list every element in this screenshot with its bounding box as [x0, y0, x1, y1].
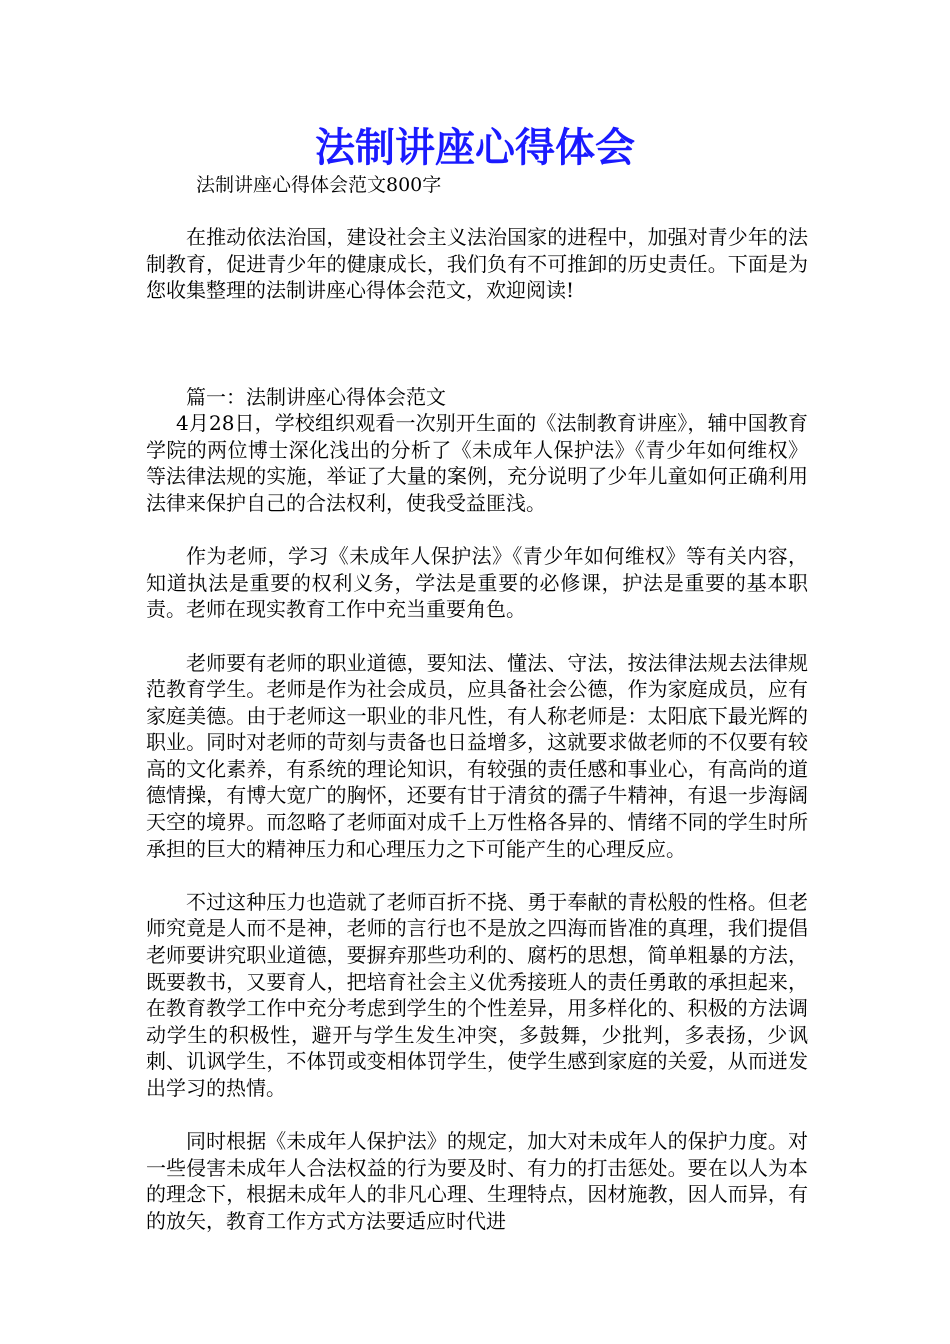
body-paragraph: 老师要有老师的职业道德，要知法、懂法、守法，按法律法规去法律规范教育学生。老师是作为社会成员，应具备社会公德，作为家庭成员，应有家庭美德。由于老师这一职业的非凡性，有人称老师是：太阳底下最光辉的职业。同时对老师的苛刻与责备也日益增多，这就要求做老师的不仅要有较高的文化素养，有系统的理论知识，有较强的责任感和事业心，有高尚的道德情操，有博大宽广的胸怀，还要有甘于清贫的孺子牛精神，有退一步海阔天空的境界。而忽略了老师面对成千上万性格各异的、情绪不同的学生时所承担的巨大的精神压力和心理压力之下可能产生的心理反应。	[146, 650, 808, 861]
spacer	[146, 304, 808, 357]
body-paragraph: 不过这种压力也造就了老师百折不挠、勇于奉献的青松般的性格。但老师究竟是人而不是神，老师的言行也不是放之四海而皆准的真理，我们提倡老师要讲究职业道德，要摒弃那些功利的、腐朽的思想，简单粗暴的方法，既要教书，又要育人，把培育社会主义优秀接班人的责任勇敢的承担起来，在教育教学工作中充分考虑到学生的个性差异，用多样化的、积极的方法调动学生的积极性，避开与学生发生冲突，多鼓舞，少批判，多表扬，少讽刺、讥讽学生，不体罚或变相体罚学生，使学生感到家庭的关爱，从而迸发出学习的热情。	[146, 889, 808, 1100]
body-paragraph: 4月28日，学校组织观看一次别开生面的《法制教育讲座》，辅中国教育学院的两位博士深化浅出的分析了《未成年人保护法》《青少年如何维权》等法律法规的实施，举证了大量的案例，充分说明了少年儿童如何正确利用法律来保护自己的合法权利，使我受益匪浅。	[146, 411, 808, 515]
spacer	[146, 862, 808, 889]
spacer	[146, 517, 808, 544]
intro-paragraph: 在推动依法治国，建设社会主义法治国家的进程中，加强对青少年的法制教育，促进青少年的健康成长，我们负有不可推卸的历史责任。下面是为您收集整理的法制讲座心得体会范文，欢迎阅读!	[146, 225, 808, 303]
body-paragraph: 作为老师，学习《未成年人保护法》《青少年如何维权》等有关内容，知道执法是重要的权利义务，学法是重要的必修课，护法是重要的基本职责。老师在现实教育工作中充当重要角色。	[146, 544, 808, 622]
document-body	[146, 224, 808, 1235]
spacer	[146, 1102, 808, 1129]
section-heading: 篇一：法制讲座心得体会范文	[186, 384, 446, 409]
body-paragraph: 同时根据《未成年人保护法》的规定，加大对未成年人的保护力度。对一些侵害未成年人合法权益的行为要及时、有力的打击惩处。要在以人为本的理念下，根据未成年人的非凡心理、生理特点，因材施教，因人而异，有的放矢，教育工作方式方法要适应时代进	[146, 1129, 808, 1233]
document-subtitle: 法制讲座心得体会范文800字	[196, 174, 442, 196]
spacer	[146, 623, 808, 650]
document-title: 法制讲座心得体会	[315, 125, 635, 171]
spacer	[146, 357, 808, 384]
